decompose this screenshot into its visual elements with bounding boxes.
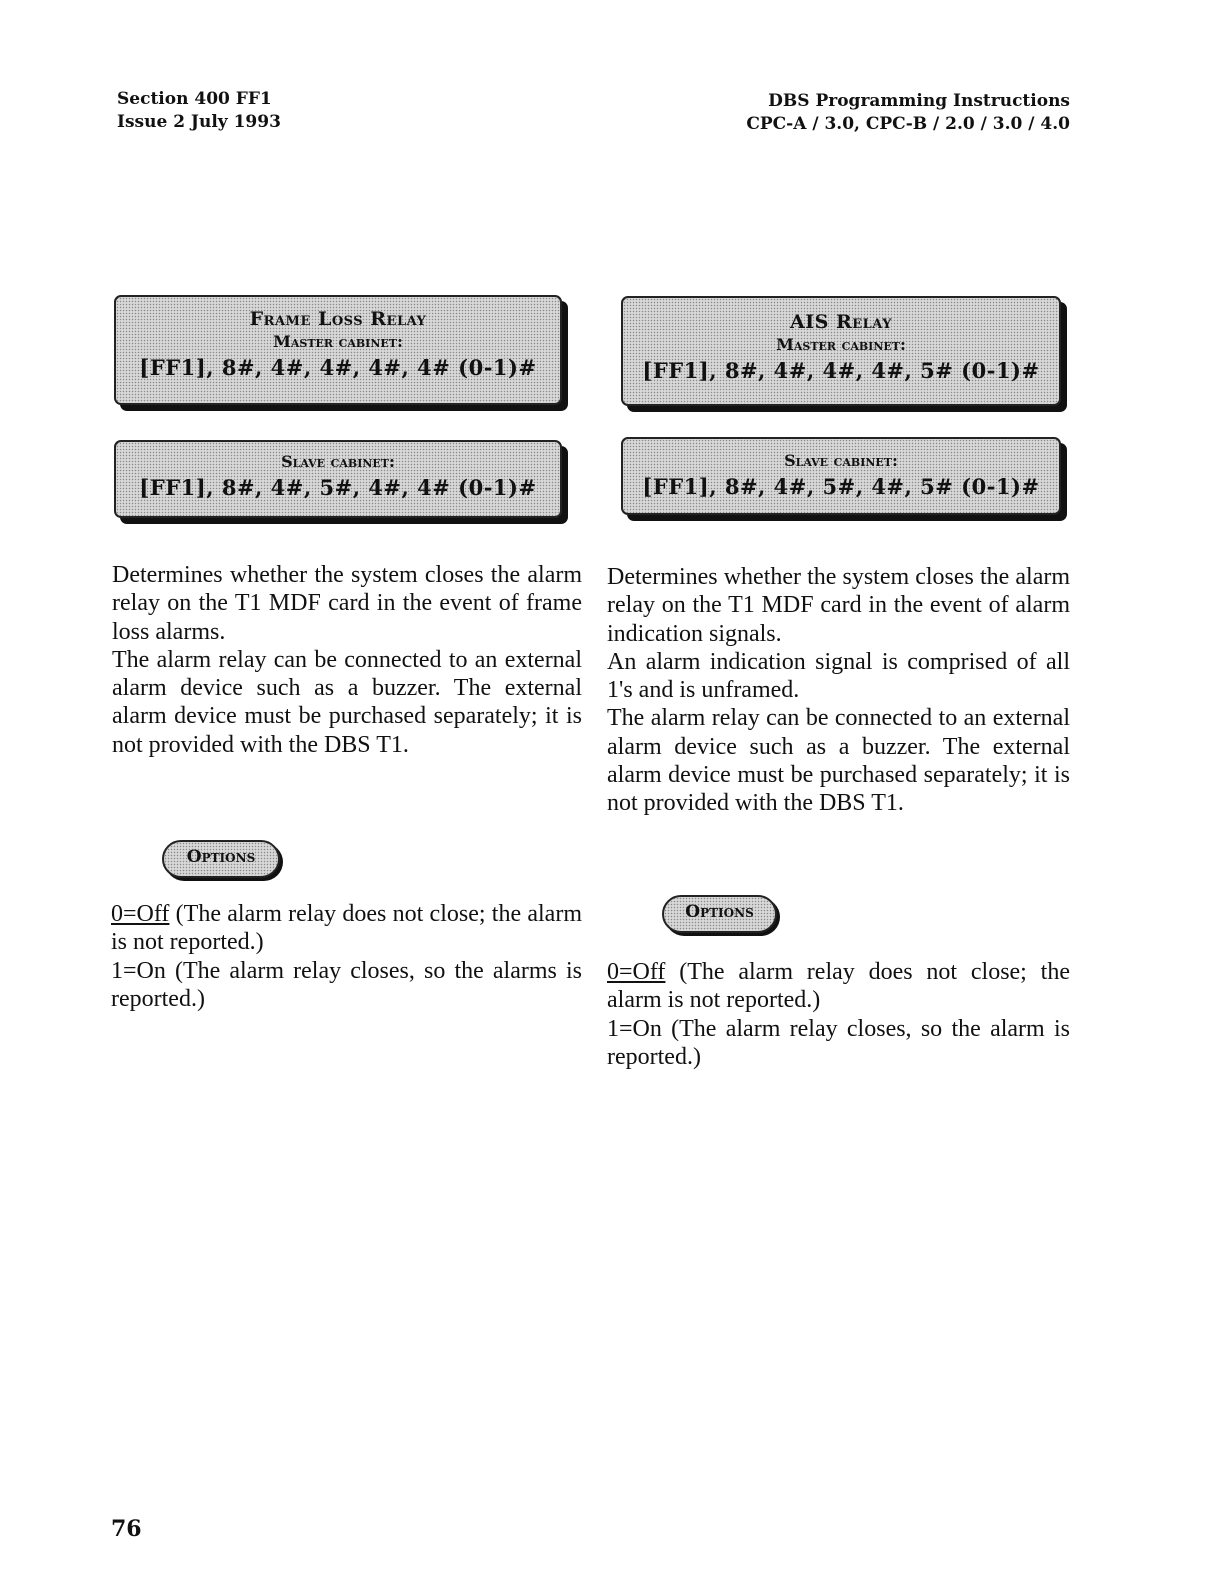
program-code: [FF1], 8#, 4#, 5#, 4#, 5# (0-1)# <box>642 474 1040 499</box>
ais-relay-options <box>607 958 1070 1071</box>
description-paragraph: The alarm relay can be connected to an external alarm device such as a buzzer. The external alarm device must be purchased separately; it is not provided with the DBS T1. <box>112 646 582 758</box>
issue-date: Issue 2 July 1993 <box>117 112 281 132</box>
ais-relay-master-box <box>621 296 1061 406</box>
options-badge: Options <box>162 840 280 878</box>
option-off <box>111 900 582 957</box>
ais-relay-slave-box <box>621 437 1061 515</box>
frame-loss-slave-box <box>114 440 562 518</box>
box-subtitle: Slave cabinet: <box>281 452 395 471</box>
program-code: [FF1], 8#, 4#, 4#, 4#, 5# (0-1)# <box>642 358 1040 383</box>
ais-relay-description <box>607 563 1070 818</box>
frame-loss-master-box <box>114 295 562 405</box>
box-title: Frame Loss Relay <box>249 308 427 330</box>
header-left <box>117 88 281 134</box>
option-on: 1=On (The alarm relay closes, so the alarms is reported.) <box>111 957 582 1012</box>
option-on: 1=On (The alarm relay closes, so the alarm is reported.) <box>607 1015 1070 1070</box>
version-info: CPC-A / 3.0, CPC-B / 2.0 / 3.0 / 4.0 <box>746 114 1070 134</box>
document-title: DBS Programming Instructions <box>768 91 1070 111</box>
section-label: Section 400 FF1 <box>117 89 272 109</box>
description-paragraph: Determines whether the system closes the alarm relay on the T1 MDF card in the event of alarm indication signals. <box>607 564 1070 647</box>
option-text: (The alarm relay does not close; the alarm is not reported.) <box>607 959 1070 1014</box>
option-key: 0=Off <box>607 959 666 985</box>
option-text: (The alarm relay does not close; the alarm is not reported.) <box>111 901 582 956</box>
program-code: [FF1], 8#, 4#, 4#, 4#, 4# (0-1)# <box>139 355 537 380</box>
box-subtitle: Slave cabinet: <box>784 451 898 470</box>
frame-loss-options <box>111 900 582 1013</box>
options-badge: Options <box>662 895 777 933</box>
description-paragraph: An alarm indication signal is comprised of all 1's and is unframed. <box>607 648 1070 704</box>
box-subtitle: Master cabinet: <box>273 332 403 351</box>
box-title: AIS Relay <box>789 311 893 333</box>
option-key: 0=Off <box>111 901 170 927</box>
header-right <box>746 90 1070 136</box>
description-paragraph: The alarm relay can be connected to an external alarm device such as a buzzer. The external alarm device must be purchased separately; it is not provided with the DBS T1. <box>607 705 1070 817</box>
option-off <box>607 958 1070 1015</box>
program-code: [FF1], 8#, 4#, 5#, 4#, 4# (0-1)# <box>139 475 537 500</box>
page-number: 76 <box>111 1516 142 1542</box>
frame-loss-description <box>112 561 582 759</box>
description-paragraph: Determines whether the system closes the alarm relay on the T1 MDF card in the event of frame loss alarms. <box>112 562 582 645</box>
box-subtitle: Master cabinet: <box>776 335 906 354</box>
